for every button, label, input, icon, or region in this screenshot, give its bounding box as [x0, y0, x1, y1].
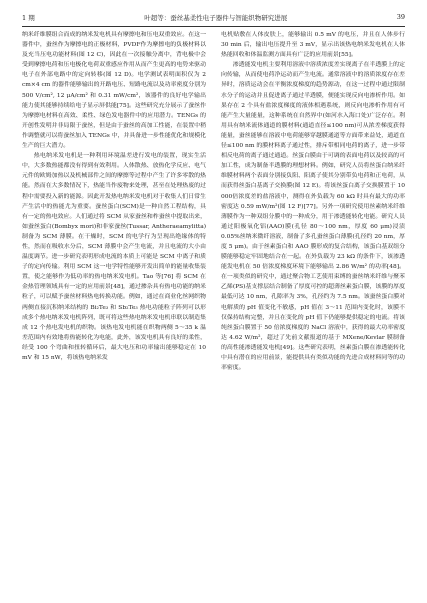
body-text: [22, 30, 405, 593]
paragraph: 热电纳米发电机是一种利用环境温差进行发电的装置，现实生活中，大多数热能都没有得到有效利用。人体散热、放热化学反应、电气元件的欧姆加热以及机械部件之间的摩擦等过程中产生了许多零散的热能。然而在大多数情况下，热能当作废物来处理，甚至在处理热废的过程中需要投入新的能源。因此开发热电纳米发电机对于收集人们日常生产生活中的热能尤为重要。蚕丝蛋白(SCM)是一种自然工程结构，具有一定的热电效应。人们通过将 SCM 从家蚕丝和柞蚕丝中提取出来，如蚕丝蛋白(Bombyx mori)和非家蚕丝(Tussar, Antheraeamylitta)制备为 SCM 薄膜。在干燥时，SCM 的电学行为呈现出绝缘体的特性，然而在吸收水分后，SCM 薄膜中会产生电流，并且电流的大小由温度调节。进一步研究表明形成电流的本质上可能是 SCM 中离子和质子的定向传输。利用 SCM 这一电学特性能够开发出简单的能量收集装置，使之能够作为低功率的热电纳米发电机。Tao 等[76] 将 SCM 在金热管理领域具有一定的应用前景[48]，通过掺杂具有热电功能的纳米粒子，可以赋予蚕丝材料热电转换功能。例如，通过在商业化丝网织物两侧直接沉积纳米结构的 Bi₂Te₃ 和 Sb₂Te₃ 热电功能粒子阵列可以形成多个热电纳米发电机阵列，既可将这些热电纳米发电机串联以制造集成 12 个热电发电机的织物。该热电发电机能在织物两侧 5～35 k 温差范围内有效地将热能转化为电能，此外，该发电机具有良好的柔性，经受 100 个弯曲和扭转循环后，最大电压和功率输出能够稳定在 10 mV 和 15 nW，将该热电纳米发: [22, 153, 208, 361]
page-number: 39: [396, 13, 405, 21]
running-title: 叶超等：蚕丝基柔性电子器件与智能织物研究进展: [144, 13, 288, 22]
paragraph: 纳米纤维膜组合而成的纳米发电机具有摩擦电和压电双重效应。在这一器件中，蚕丝作为摩擦电的正极材料，PVDF作为摩擦电的负极材料以及充当压电功能材料(图 12 C)，因此在一次接触分离中，背电极中会受到摩擦电荷和压电极化电荷双重感应作用从而产生更高的电势来驱动电子在外部电路中的定向转移(图 12 D)。电学测试表明面积仅为 2 cm×4 cm 的器件能够输出的开路电压、短路电流以及功率密度分别为 500 V/cm², 12 μA/cm² 和 0.31 mW/cm²，该器件的良好电学输出能力使其能够持续给电子显示屏供能[75]。这些研究充分展示了蚕丝作为摩擦电材料在高效、柔性、绿色发电器件中的应用潜力。TENGs 的开创性发明并非局限于蚕丝，但是由于蚕丝的高加工性能，在装置中稍作调整就可以将蚕丝加入 TENGs 中，并具备进一步性能优化和规模化生产的巨大潜力。: [22, 32, 208, 150]
page-header: [22, 8, 405, 27]
paragraph: 渗透能发电机主要利用溶液中溶质浓度差实现离子在半透膜上的定向传输，从而使电荷净运动而产生电流。通常溶液中的溶质浓度存在差异时，溶质运动会在平衡浓度梯度的趋势源动，在这一过程中通过限制水分子的运动并且促进离子通过半透膜，便能实现反向电渗析作用。如果存在 2 个具有盐浓度梯度的液体相遇系统，则反向电渗析作用有可能产生大量能量，这种系统在自然界中(如河水入海口处)广泛存在。利用具有纳米流体通道的膜材料(通道直径≤100 nm)可从浓差梯度获得能量，蚕丝能够在溶液中电荷能够穿越膜通道等方面带来益处，通道直径≤100 nm 的膜材料离子通过性，排斥带相同电荷的离子，进一步带相反电荷的离子通过通道。丝蛋白膜由于可调的表面电荷以及较高的可加工性，成为制备半透膜的理想材料。例如，研究人员将丝蛋白纳米纤维膜材料两个表面分别接负阳、阳离子使其分别带负电荷和正电荷，从而获得丝蛋白基离子交换膜(图 12 E)。将该丝蛋白离子交换膜置于 10 000倍浓度差的盐溶液中，测得在外负载为 60 kΩ 时具有最大的功率密度达 0.59 mW/m²(图 12 F)[77]。另外一项研究使用丝素纳米纤维薄膜作为一种双组分膜中的一种成分，用于渗透能转化电能。研究人员通过阳极氧化铝(AAO)膜(孔径 80～100 nm，厚度 60 μm)浸渍 0.05%丝纳米微纤溶液，制备了多孔蚕丝蛋白薄膜(孔径约 20 nm，厚度 5 μm)。由于丝素蛋白和 AAO 膜形成的复合结构，该蛋白基双组分膜能够稳定牢固地结合在一起。在外负载为 23 kΩ 的条件下，该渗透能发电机在 50 倍浓度梯度环境下能够输出 2.86 W/m² 的功率[48]。在一项类似的研究中，通过聚合物工艺使用束缚的蚕丝纳米纤维与聚苯乙烯(PS)基支撑层结合制备了厚度可控的超薄丝素蛋白膜，该膜的厚度最低可达 10 nm，孔隙率为 3%，孔径约为 7.5 nm。该蚕丝蛋白膜对电解质的 pH 值变化不敏感，pH 值在 3～11 范围内变化时，该膜不仅保持结构完整，并且在变化的 pH 值下仍能够提供稳定的电流。将该纯丝蛋白膜置于 50 倍浓度梯度的 NaCl 溶液中，获得的最大功率密度达 4.62 W/m²，超过了先前文献报道的基于 MXene/Kevlar 膜制备的高性能渗透能发电机[49]。这些研究表明，丝素蛋白膜在渗透能转化中具有潜在的应用前景，能提供具有类似功能的先进合成材料同等的功率密度。: [221, 62, 407, 372]
right-column: [221, 30, 405, 593]
left-column: [22, 30, 206, 593]
paragraph: 电机贴敷在人体皮肤上，能够输出 0.5 mV 的电压，并且在人体步行 30 min 后，输出电压提升至 3 mV，显示出该热电纳米发电机在人体热能回收和体温监测方面具有广泛的应用前景[55]。: [221, 32, 407, 59]
issue-number: 1 期: [22, 13, 35, 22]
